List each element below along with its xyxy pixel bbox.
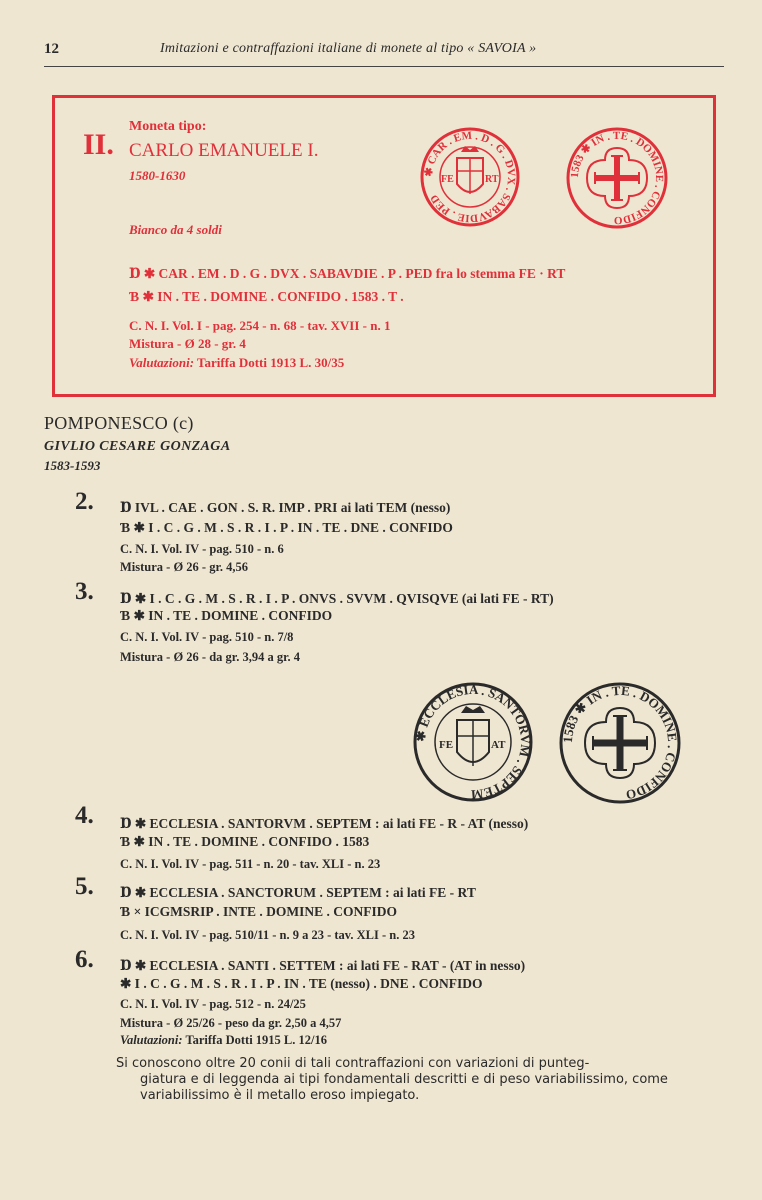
entry-number: 4. bbox=[75, 802, 94, 829]
type-valutazioni-label: Valutazioni: bbox=[129, 355, 195, 370]
bw-obverse-legend: ✱ ECCLESIA . SANTORVM . SEPTEM bbox=[412, 681, 534, 803]
red-obverse-coin-image bbox=[419, 126, 521, 228]
type-label: Moneta tipo: bbox=[129, 119, 207, 134]
entry-number: 6. bbox=[75, 946, 94, 973]
entry-obverse: Ɒ ✱ ECCLESIA . SANTORVM . SEPTEM : ai lati FE - R - AT (nesso) bbox=[120, 816, 529, 831]
red-obverse-field-right: RT bbox=[485, 174, 499, 185]
entry-number: 3. bbox=[75, 578, 94, 605]
entry-reverse: Ɓ ✱ IN . TE . DOMINE . CONFIDO . 1583 bbox=[120, 834, 370, 849]
type-cni-reference: C. N. I. Vol. I - pag. 254 - n. 68 - tav. XVII - n. 1 bbox=[129, 318, 391, 333]
bw-obverse-field-left: FE bbox=[439, 739, 454, 751]
type-valutazioni-value: Tariffa Dotti 1913 L. 30/35 bbox=[197, 355, 345, 370]
entry-valutazioni bbox=[120, 1033, 327, 1048]
entry-reverse: Ɓ ✱ IN . TE . DOMINE . CONFIDO bbox=[120, 608, 333, 623]
red-obverse-legend: ✱ CAR . EM . D . G . DVX . SABAVDIE . PED bbox=[422, 129, 518, 225]
entry-obverse: Ɒ ✱ I . C . G . M . S . R . I . P . ONVS . SVVM . QVISQVE (ai lati FE - RT) bbox=[120, 591, 554, 606]
footnote-line-2: giatura e di leggenda ai tipi fondamentali descritti e di peso variabilissimo, come variabilissimo è il metallo eroso impiegato. bbox=[140, 1072, 668, 1103]
type-number: II. bbox=[83, 128, 114, 161]
entry-valutazioni-value: Tariffa Dotti 1915 L. 12/16 bbox=[185, 1033, 327, 1047]
entry-cni: C. N. I. Vol. IV - pag. 512 - n. 24/25 bbox=[120, 997, 306, 1011]
section-dates: 1583-1593 bbox=[44, 458, 101, 473]
entry-number: 5. bbox=[75, 873, 94, 900]
type-obverse-legend: Ɒ ✱ CAR . EM . D . G . DVX . SABAVDIE . P . PED fra lo stemma FE · RT bbox=[129, 266, 566, 281]
entry-obverse: Ɒ ✱ ECCLESIA . SANCTORUM . SEPTEM : ai lati FE - RT bbox=[120, 885, 476, 900]
entry-mistura: Mistura - Ø 26 - gr. 4,56 bbox=[120, 560, 248, 574]
entry-mistura: Mistura - Ø 25/26 - peso da gr. 2,50 a 4,57 bbox=[120, 1016, 342, 1030]
entry-cni: C. N. I. Vol. IV - pag. 511 - n. 20 - tav. XLI - n. 23 bbox=[120, 857, 381, 871]
type-mistura: Mistura - Ø 28 - gr. 4 bbox=[129, 336, 246, 351]
page-number: 12 bbox=[44, 41, 59, 57]
red-obverse-field-left: FE bbox=[441, 174, 454, 185]
section-ruler: GIVLIO CESARE GONZAGA bbox=[44, 439, 231, 454]
type-ruler: CARLO EMANUELE I. bbox=[129, 140, 319, 161]
type-dates: 1580-1630 bbox=[129, 168, 186, 183]
bw-reverse-legend: 1583 ✱ IN . TE . DOMINE . CONFIDO bbox=[559, 682, 681, 803]
red-reverse-coin-image bbox=[565, 126, 669, 230]
entry-cni: C. N. I. Vol. IV - pag. 510 - n. 6 bbox=[120, 542, 284, 556]
red-reverse-legend: 1583 ✱ IN . TE . DOMINE . CONFIDO bbox=[568, 129, 666, 227]
bw-obverse-coin-image bbox=[411, 680, 535, 804]
running-head: Imitazioni e contraffazioni italiane di monete al tipo « SAVOIA » bbox=[160, 41, 537, 56]
entry-obverse: Ɒ IVL . CAE . GON . S. R. IMP . PRI ai lati TEM (nesso) bbox=[120, 500, 451, 515]
footnote-line-1: Si conoscono oltre 20 conii di tali contraffazioni con variazioni di punteg- bbox=[116, 1056, 590, 1071]
type-reverse-legend: Ɓ ✱ IN . TE . DOMINE . CONFIDO . 1583 . T . bbox=[129, 289, 404, 304]
entry-mistura: Mistura - Ø 26 - da gr. 3,94 a gr. 4 bbox=[120, 650, 300, 664]
entry-cni: C. N. I. Vol. IV - pag. 510/11 - n. 9 a 23 - tav. XLI - n. 23 bbox=[120, 928, 415, 942]
entry-valutazioni-label: Valutazioni: bbox=[120, 1033, 183, 1047]
bw-obverse-field-right: AT bbox=[491, 739, 506, 751]
type-valutazioni bbox=[129, 355, 344, 371]
entry-number: 2. bbox=[75, 488, 94, 515]
bw-reverse-coin-image bbox=[557, 680, 683, 806]
entry-reverse: Ɓ ✱ I . C . G . M . S . R . I . P . IN . TE . DNE . CONFIDO bbox=[120, 520, 453, 535]
entry-cni: C. N. I. Vol. IV - pag. 510 - n. 7/8 bbox=[120, 630, 294, 644]
entry-obverse: Ɒ ✱ ECCLESIA . SANTI . SETTEM : ai lati FE - RAT - (AT in nesso) bbox=[120, 958, 526, 973]
footnote bbox=[116, 1056, 706, 1104]
entry-reverse: Ɓ × ICGMSRIP . INTE . DOMINE . CONFIDO bbox=[120, 904, 398, 919]
section-title: POMPONESCO (c) bbox=[44, 413, 194, 433]
header-rule bbox=[44, 66, 724, 67]
entry-reverse: ✱ I . C . G . M . S . R . I . P . IN . TE (nesso) . DNE . CONFIDO bbox=[120, 976, 483, 991]
type-denomination: Bianco da 4 soldi bbox=[129, 222, 222, 237]
